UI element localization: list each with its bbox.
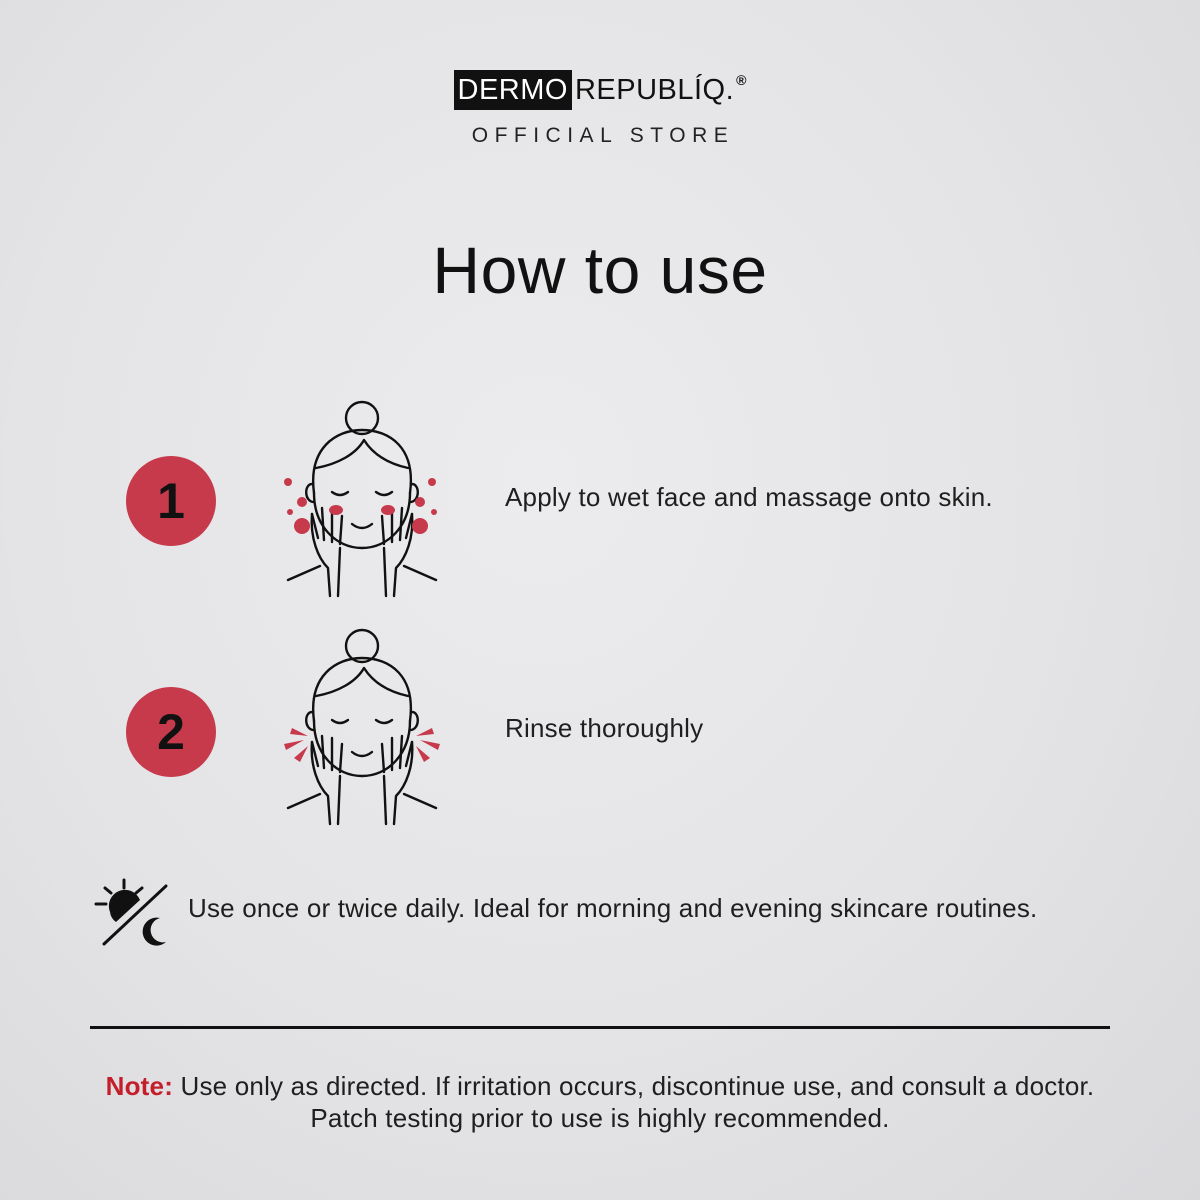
official-store-label: OFFICIAL STORE (471, 124, 735, 147)
note-line-1 (0, 1070, 1200, 1102)
step-2-text: Rinse thoroughly (505, 713, 704, 743)
face-rinse-icon (278, 626, 448, 828)
step-1-text: Apply to wet face and massage onto skin. (505, 482, 993, 512)
note-text-1: Use only as directed. If irritation occurs, discontinue use, and consult a doctor. (173, 1071, 1095, 1101)
routine-text: Use once or twice daily. Ideal for morning and evening skincare routines. (188, 893, 1038, 923)
brand-logo (454, 70, 747, 110)
note-label: Note: (105, 1071, 174, 1101)
step-2-badge: 2 (126, 687, 216, 777)
logo-light-part: REPUBLÍQ. (574, 74, 735, 106)
day-night-icon (92, 878, 174, 950)
logo-dark-part: DERMO (454, 70, 572, 110)
brand-header (0, 70, 1200, 148)
note-block (0, 1070, 1200, 1134)
step-1-badge: 1 (126, 456, 216, 546)
divider (90, 1026, 1110, 1029)
face-massage-icon (278, 398, 448, 600)
registered-mark: ® (736, 72, 747, 88)
note-line-2: Patch testing prior to use is highly recommended. (310, 1103, 890, 1133)
page-title: How to use (432, 233, 768, 307)
